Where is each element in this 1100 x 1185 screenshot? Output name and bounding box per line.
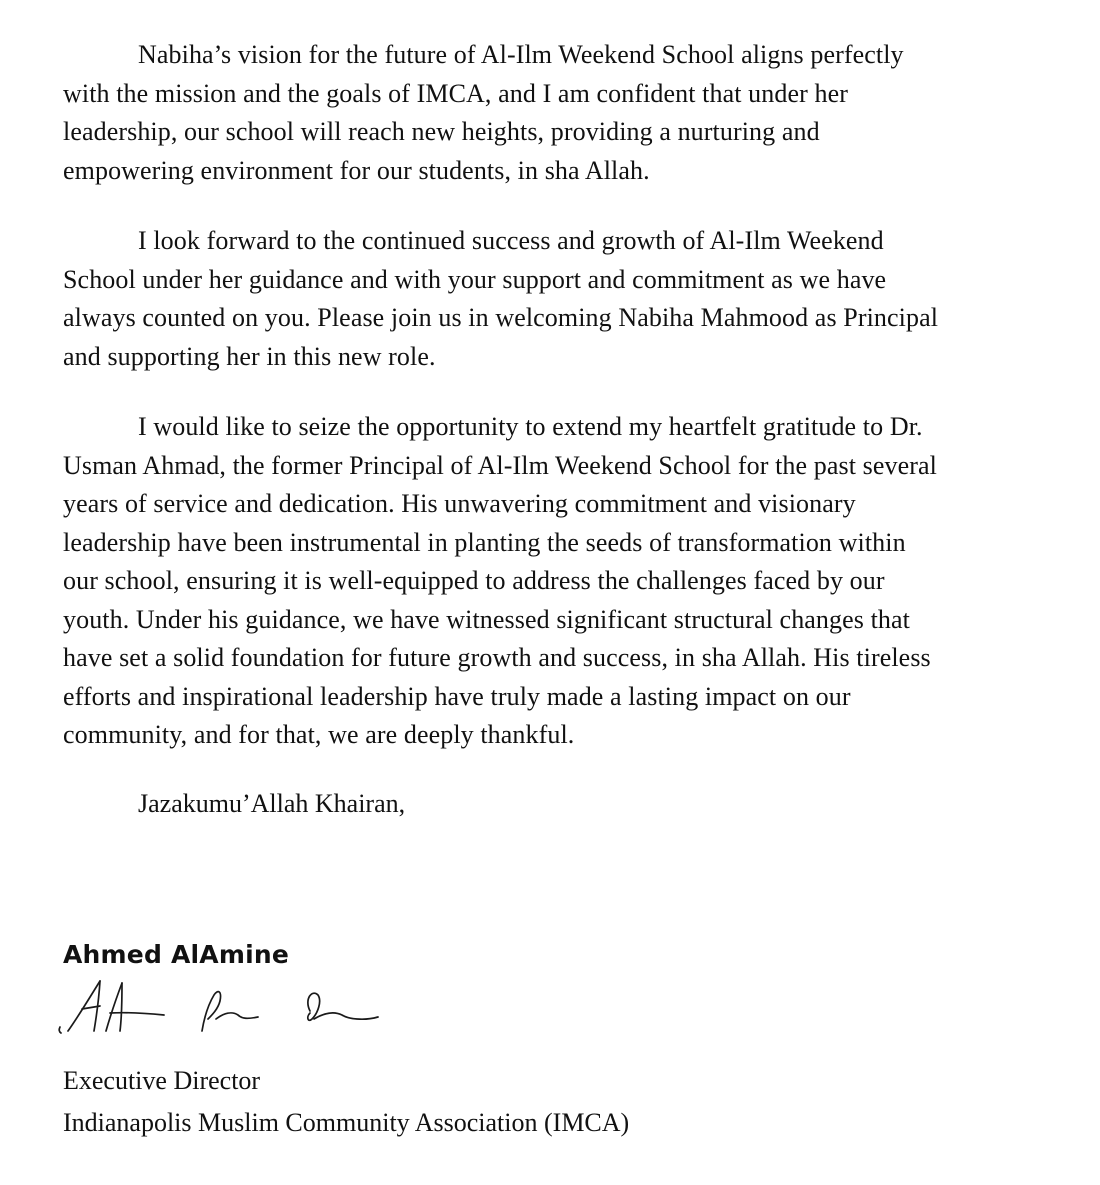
handwritten-signature bbox=[52, 975, 392, 1040]
paragraph-line: empowering environment for our students, in sha Allah. bbox=[63, 155, 650, 185]
signer-title: Executive Director bbox=[63, 1066, 261, 1095]
signer-name: Ahmed AlAmine bbox=[63, 940, 289, 969]
paragraph-vision bbox=[63, 36, 904, 190]
paragraph-gratitude bbox=[63, 408, 937, 755]
signer-organization: Indianapolis Muslim Community Association (IMCA) bbox=[63, 1108, 630, 1137]
paragraph-line: School under her guidance and with your support and commitment as we have bbox=[63, 264, 887, 294]
paragraph-line: leadership, our school will reach new heights, providing a nurturing and bbox=[63, 117, 820, 146]
paragraph-line: efforts and inspirational leadership have truly made a lasting impact on our bbox=[63, 681, 851, 711]
paragraph-line: our school, ensuring it is well-equipped to address the challenges faced by our bbox=[63, 566, 885, 595]
paragraph-line: Nabiha’s vision for the future of Al-Ilm Weekend School aligns perfectly bbox=[138, 40, 904, 69]
closing-salutation: Jazakumu’Allah Khairan, bbox=[138, 789, 406, 818]
paragraph-line: years of service and dedication. His unwavering commitment and visionary bbox=[63, 489, 856, 518]
paragraph-welcome bbox=[63, 222, 938, 376]
paragraph-line: I look forward to the continued success and growth of Al-Ilm Weekend bbox=[138, 226, 884, 255]
paragraph-line: Usman Ahmad, the former Principal of Al-Ilm Weekend School for the past several bbox=[63, 450, 937, 480]
paragraph-line: with the mission and the goals of IMCA, and I am confident that under her bbox=[63, 78, 848, 108]
paragraph-line: youth. Under his guidance, we have witnessed significant structural changes that bbox=[63, 604, 910, 634]
paragraph-line: and supporting her in this new role. bbox=[63, 341, 436, 371]
paragraph-line: community, and for that, we are deeply thankful. bbox=[63, 720, 575, 749]
paragraph-line: have set a solid foundation for future growth and success, in sha Allah. His tireless bbox=[63, 643, 931, 672]
paragraph-line: leadership have been instrumental in planting the seeds of transformation within bbox=[63, 527, 906, 557]
paragraph-line: I would like to seize the opportunity to extend my heartfelt gratitude to Dr. bbox=[138, 412, 923, 441]
paragraph-line: always counted on you. Please join us in welcoming Nabiha Mahmood as Principal bbox=[63, 303, 939, 332]
